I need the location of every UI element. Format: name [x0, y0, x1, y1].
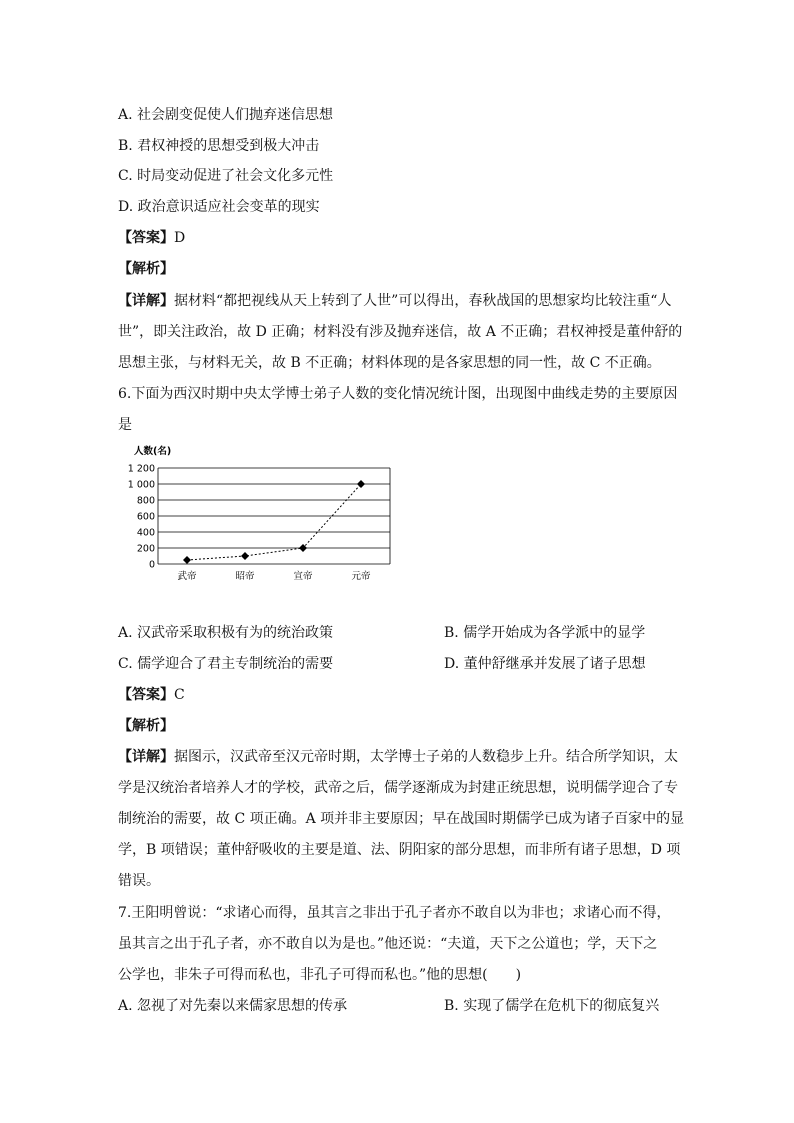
- q7-stem-line-3: 公学也，非朱子可得而私也，非孔子可得而私也。”他的思想( ): [118, 967, 522, 983]
- q6-detail-line-4: 学，B 项错误；董仲舒吸收的主要是道、法、阴阳家的部分思想，而非所有诸子思想，D 项: [118, 842, 681, 858]
- q5-answer-label: 【答案】: [118, 230, 174, 246]
- chart-x-tick-label: 宣帝: [293, 571, 313, 582]
- q5-detail-text-1: 据材料“都把视线从天上转到了人世”可以得出，春秋战国的思想家均比较注重“人: [174, 293, 672, 309]
- q5-detail-line-1: [118, 292, 671, 310]
- chart-y-ticks: [128, 464, 155, 571]
- q6-detail-line-5: 错误。: [118, 873, 160, 889]
- q5-analysis-label: 【解析】: [118, 261, 174, 277]
- q6-answer-value: C: [174, 687, 185, 703]
- q6-stem-line-1: 6.下面为西汉时期中央太学博士弟子人数的变化情况统计图，出现图中曲线走势的主要原因: [118, 386, 678, 402]
- q6-detail-line-2: 学是汉统治者培养人才的学校，武帝之后，儒学逐渐成为封建正统思想，说明儒学迎合了专: [118, 780, 678, 796]
- q6-detail-text-1: 据图示，汉武帝至汉元帝时期，太学博士子弟的人数稳步上升。结合所学知识，太: [174, 749, 678, 765]
- q6-option-c: C. 儒学迎合了君主专制统治的需要: [118, 656, 334, 672]
- q6-answer-label: 【答案】: [118, 687, 174, 703]
- q5-option-a: A. 社会剧变促使人们抛弃迷信思想: [118, 107, 334, 123]
- chart-y-tick-label: 600: [136, 511, 155, 523]
- q5-option-b: B. 君权神授的思想受到极大冲击: [118, 138, 320, 154]
- chart-x-ticks: [177, 570, 371, 582]
- q6-answer: [118, 686, 185, 704]
- q6-detail-line-1: [118, 748, 678, 766]
- chart-series-line: [187, 484, 361, 560]
- chart-x-tick-label: 元帝: [351, 571, 371, 582]
- q6-detail-line-3: 制统治的需要，故 C 项正确。A 项并非主要原因；早在战国时期儒学已成为诸子百家中的显: [118, 811, 685, 827]
- q6-detail-label: 【详解】: [118, 749, 174, 765]
- q6-option-b: B. 儒学开始成为各学派中的显学: [444, 625, 646, 641]
- q5-answer: [118, 229, 185, 247]
- q5-option-c: C. 时局变动促进了社会文化多元性: [118, 168, 334, 184]
- q6-analysis-label: 【解析】: [118, 718, 174, 734]
- chart-ylabel: 人数(名): [134, 446, 172, 457]
- chart-y-tick-label: 1 000: [127, 479, 155, 491]
- chart-data-point: [357, 480, 365, 488]
- chart-data-point: [183, 556, 191, 564]
- q7-stem-line-1: 7.王阳明曾说：“求诸心而得，虽其言之非出于孔子者亦不敢自以为非也；求诸心而不得，: [118, 905, 671, 921]
- chart-series-path: [187, 484, 361, 560]
- q5-answer-value: D: [174, 230, 186, 246]
- q7-option-a: A. 忽视了对先秦以来儒家思想的传承: [118, 998, 348, 1014]
- q7-option-b: B. 实现了儒学在危机下的彻底复兴: [444, 998, 660, 1014]
- q6-option-d: D. 董仲舒继承并发展了诸子思想: [444, 656, 646, 672]
- q7-stem-line-2: 虽其言之出于孔子者，亦不敢自以为是也。”他还说：“夫道，天下之公道也；学，天下之: [118, 936, 658, 952]
- chart-data-point: [241, 552, 249, 560]
- q6-option-a: A. 汉武帝采取积极有为的统治政策: [118, 625, 334, 641]
- chart-series-points: [183, 480, 365, 564]
- q5-detail-line-3: 思想主张，与材料无关，故 B 不正确；材料体现的是各家思想的同一性，故 C 不正确。: [118, 355, 661, 371]
- enrollment-line-chart: [118, 444, 408, 586]
- q5-detail-label: 【详解】: [118, 293, 174, 309]
- chart-y-tick-label: 0: [148, 559, 155, 571]
- chart-x-tick-label: 武帝: [177, 571, 197, 582]
- chart-y-tick-label: 200: [136, 543, 155, 555]
- chart-y-tick-label: 1 200: [127, 463, 155, 475]
- q5-option-d: D. 政治意识适应社会变革的现实: [118, 199, 320, 215]
- chart-y-tick-label: 400: [136, 527, 155, 539]
- chart-y-tick-label: 800: [136, 495, 155, 507]
- chart-grid: [158, 468, 390, 564]
- q6-stem-line-2: 是: [118, 417, 132, 433]
- q5-detail-line-2: 世”，即关注政治，故 D 正确；材料没有涉及抛弃迷信，故 A 不正确；君权神授是董仲舒的: [118, 324, 683, 340]
- chart-x-tick-label: 昭帝: [235, 571, 255, 582]
